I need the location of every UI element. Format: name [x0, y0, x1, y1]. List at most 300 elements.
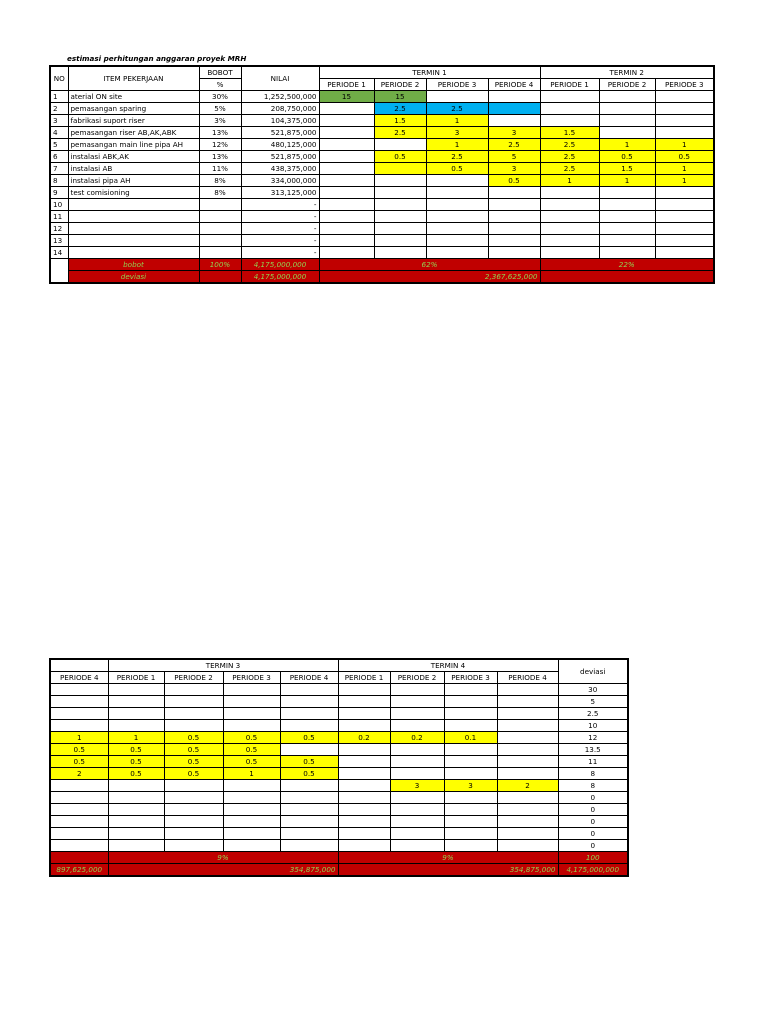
row-number: 3 [50, 115, 68, 127]
schedule-cell [280, 816, 338, 828]
table-row [50, 744, 628, 756]
schedule-cell [444, 696, 497, 708]
schedule-cell [164, 708, 223, 720]
item-name: test comisioning [68, 187, 199, 199]
schedule-cell [374, 139, 426, 151]
item-nilai: 521,875,000 [241, 127, 319, 139]
schedule-cell [497, 732, 558, 744]
totals-deviasi-nilai: 4,175,000,000 [241, 271, 319, 284]
table-row [50, 684, 628, 696]
sheet-title: estimasi perhitungan anggaran proyek MRH [67, 54, 247, 63]
schedule-cell [164, 840, 223, 852]
schedule-cell [223, 684, 280, 696]
schedule-cell [390, 696, 444, 708]
deviasi-cell: 0 [558, 816, 628, 828]
schedule-cell [50, 684, 108, 696]
schedule-cell [338, 828, 390, 840]
table-row [50, 127, 714, 139]
item-name: instalasi ABK,AK [68, 151, 199, 163]
deviasi-cell: 11 [558, 756, 628, 768]
schedule-cell [488, 91, 540, 103]
schedule-cell: 3 [444, 780, 497, 792]
item-nilai: - [241, 247, 319, 259]
item-name [68, 211, 199, 223]
schedule-cell: 0.5 [488, 175, 540, 187]
schedule-cell [338, 744, 390, 756]
schedule-cell [280, 744, 338, 756]
schedule-cell [338, 708, 390, 720]
schedule-cell [444, 816, 497, 828]
schedule-cell: 0.5 [164, 732, 223, 744]
schedule-cell: 2.5 [540, 163, 599, 175]
schedule-cell [319, 175, 374, 187]
schedule-cell [50, 780, 108, 792]
schedule-cell [223, 840, 280, 852]
deviasi-cell: 0 [558, 792, 628, 804]
schedule-cell [108, 684, 164, 696]
schedule-cell: 0.1 [444, 732, 497, 744]
schedule-cell [497, 792, 558, 804]
header-periode: PERIODE 4 [280, 672, 338, 684]
deviasi-cell: 5 [558, 696, 628, 708]
schedule-cell [599, 223, 655, 235]
item-bobot [199, 211, 241, 223]
schedule-cell: 5 [488, 151, 540, 163]
schedule-cell: 1 [599, 139, 655, 151]
schedule-cell [497, 756, 558, 768]
schedule-cell [444, 708, 497, 720]
schedule-cell [488, 187, 540, 199]
schedule-table-part-1 [49, 65, 715, 284]
schedule-cell: 2.5 [374, 103, 426, 115]
schedule-cell [599, 187, 655, 199]
schedule-cell [488, 223, 540, 235]
item-bobot [199, 223, 241, 235]
header-termin-1: TERMIN 1 [319, 66, 540, 79]
schedule-cell [319, 211, 374, 223]
schedule-cell: 0.5 [50, 744, 108, 756]
schedule-cell [338, 840, 390, 852]
schedule-cell [497, 696, 558, 708]
item-bobot [199, 247, 241, 259]
schedule-cell [223, 828, 280, 840]
schedule-cell: 0.5 [223, 756, 280, 768]
schedule-cell [599, 247, 655, 259]
schedule-cell [497, 768, 558, 780]
schedule-cell: 2.5 [374, 127, 426, 139]
item-name [68, 223, 199, 235]
table-row [50, 235, 714, 247]
header-periode: PERIODE 4 [50, 672, 108, 684]
schedule-cell [280, 696, 338, 708]
item-nilai: 438,375,000 [241, 163, 319, 175]
item-bobot: 5% [199, 103, 241, 115]
schedule-cell [223, 780, 280, 792]
schedule-cell [50, 840, 108, 852]
schedule-cell [319, 247, 374, 259]
schedule-cell [164, 828, 223, 840]
schedule-cell [599, 103, 655, 115]
schedule-cell [497, 816, 558, 828]
header-periode: PERIODE 4 [497, 672, 558, 684]
table-row [50, 115, 714, 127]
schedule-cell [223, 804, 280, 816]
schedule-cell [319, 187, 374, 199]
schedule-cell [444, 684, 497, 696]
schedule-cell: 15 [319, 91, 374, 103]
item-nilai: - [241, 235, 319, 247]
schedule-cell [655, 187, 714, 199]
schedule-cell: 0.5 [223, 744, 280, 756]
item-name: instalasi AB [68, 163, 199, 175]
schedule-cell [319, 139, 374, 151]
schedule-cell [488, 115, 540, 127]
item-nilai: - [241, 199, 319, 211]
row-number: 4 [50, 127, 68, 139]
schedule-cell [338, 756, 390, 768]
table-row [50, 139, 714, 151]
schedule-cell [540, 91, 599, 103]
schedule-cell [540, 115, 599, 127]
schedule-cell [338, 684, 390, 696]
schedule-cell [319, 127, 374, 139]
item-nilai: 104,375,000 [241, 115, 319, 127]
item-nilai: 480,125,000 [241, 139, 319, 151]
schedule-cell [164, 816, 223, 828]
schedule-cell: 0.5 [426, 163, 488, 175]
item-nilai: 208,750,000 [241, 103, 319, 115]
item-nilai: 313,125,000 [241, 187, 319, 199]
table-row [50, 151, 714, 163]
row-number: 13 [50, 235, 68, 247]
schedule-cell [50, 708, 108, 720]
deviasi-cell: 13.5 [558, 744, 628, 756]
schedule-cell [497, 684, 558, 696]
schedule-cell [390, 744, 444, 756]
schedule-cell [108, 780, 164, 792]
header-periode: PERIODE 1 [108, 672, 164, 684]
schedule-cell [497, 744, 558, 756]
schedule-cell [108, 816, 164, 828]
schedule-cell [488, 103, 540, 115]
schedule-cell [338, 768, 390, 780]
schedule-cell: 1 [655, 139, 714, 151]
header-no: NO [50, 66, 68, 91]
schedule-cell: 0.5 [164, 756, 223, 768]
schedule-cell [108, 804, 164, 816]
schedule-cell [540, 211, 599, 223]
schedule-cell [497, 720, 558, 732]
schedule-cell [280, 708, 338, 720]
schedule-cell [390, 816, 444, 828]
schedule-cell: 3 [426, 127, 488, 139]
table-row [50, 163, 714, 175]
item-name [68, 235, 199, 247]
schedule-cell: 0.5 [50, 756, 108, 768]
schedule-cell: 0.5 [164, 744, 223, 756]
schedule-cell [280, 840, 338, 852]
schedule-cell [223, 720, 280, 732]
schedule-cell: 0.2 [390, 732, 444, 744]
row-number: 6 [50, 151, 68, 163]
schedule-cell: 0.5 [280, 756, 338, 768]
schedule-cell [599, 211, 655, 223]
schedule-cell [338, 816, 390, 828]
table-row [50, 840, 628, 852]
schedule-cell [374, 199, 426, 211]
schedule-cell [319, 199, 374, 211]
schedule-cell: 0.5 [164, 768, 223, 780]
header-periode: PERIODE 2 [599, 79, 655, 91]
table-row [50, 816, 628, 828]
table-row [50, 792, 628, 804]
schedule-cell [223, 816, 280, 828]
totals-bobot-pct: 100% [199, 259, 241, 271]
schedule-cell [540, 223, 599, 235]
schedule-cell [444, 744, 497, 756]
totals-blank [50, 852, 108, 864]
totals-bobot-label: bobot [68, 259, 199, 271]
schedule-cell [319, 103, 374, 115]
schedule-cell [426, 247, 488, 259]
schedule-cell: 3 [488, 163, 540, 175]
schedule-cell: 1.5 [540, 127, 599, 139]
schedule-cell: 1.5 [374, 115, 426, 127]
schedule-cell [497, 840, 558, 852]
deviasi-cell: 8 [558, 780, 628, 792]
schedule-cell: 0.5 [655, 151, 714, 163]
schedule-cell: 0.5 [108, 744, 164, 756]
schedule-cell: 2.5 [540, 151, 599, 163]
schedule-cell: 1 [426, 139, 488, 151]
schedule-cell [50, 696, 108, 708]
schedule-cell: 1 [599, 175, 655, 187]
table-row [50, 804, 628, 816]
row-number: 14 [50, 247, 68, 259]
table-row [50, 223, 714, 235]
deviasi-cell: 0 [558, 828, 628, 840]
schedule-cell [280, 720, 338, 732]
schedule-cell [390, 756, 444, 768]
table-row [50, 708, 628, 720]
schedule-cell [164, 696, 223, 708]
totals-deviasi-blank [199, 271, 241, 284]
schedule-cell [223, 708, 280, 720]
schedule-cell [108, 720, 164, 732]
schedule-cell: 1 [50, 732, 108, 744]
item-bobot: 11% [199, 163, 241, 175]
schedule-cell [540, 235, 599, 247]
schedule-cell [374, 163, 426, 175]
schedule-cell [426, 235, 488, 247]
schedule-cell [444, 828, 497, 840]
totals-termin-2-pct: 22% [540, 259, 714, 271]
schedule-cell: 1.5 [599, 163, 655, 175]
header-periode: PERIODE 3 [444, 672, 497, 684]
row-number: 11 [50, 211, 68, 223]
header-termin-2: TERMIN 2 [540, 66, 714, 79]
schedule-cell [50, 828, 108, 840]
row-number: 12 [50, 223, 68, 235]
schedule-cell [50, 816, 108, 828]
table-row [50, 211, 714, 223]
schedule-cell: 1 [655, 175, 714, 187]
schedule-cell [223, 696, 280, 708]
schedule-cell: 0.5 [108, 768, 164, 780]
schedule-cell [540, 103, 599, 115]
schedule-cell [223, 792, 280, 804]
schedule-cell [444, 840, 497, 852]
schedule-cell [338, 804, 390, 816]
schedule-cell: 15 [374, 91, 426, 103]
schedule-cell: 2.5 [426, 103, 488, 115]
header-bobot: BOBOT [199, 66, 241, 79]
schedule-cell [390, 828, 444, 840]
schedule-cell [374, 223, 426, 235]
schedule-cell [374, 187, 426, 199]
schedule-cell [497, 804, 558, 816]
schedule-cell [655, 211, 714, 223]
item-bobot: 13% [199, 127, 241, 139]
table-row [50, 103, 714, 115]
schedule-cell [50, 792, 108, 804]
schedule-cell [319, 235, 374, 247]
deviasi-cell: 0 [558, 840, 628, 852]
schedule-cell: 3 [488, 127, 540, 139]
schedule-cell: 0.5 [374, 151, 426, 163]
schedule-cell [540, 187, 599, 199]
schedule-cell [164, 780, 223, 792]
schedule-cell [599, 115, 655, 127]
schedule-cell: 2 [50, 768, 108, 780]
schedule-cell [374, 247, 426, 259]
item-bobot: 13% [199, 151, 241, 163]
schedule-cell [280, 828, 338, 840]
schedule-cell [488, 235, 540, 247]
schedule-cell: 1 [540, 175, 599, 187]
table-row [50, 732, 628, 744]
schedule-cell [390, 792, 444, 804]
item-name: pemasangan sparing [68, 103, 199, 115]
header-periode: PERIODE 1 [319, 79, 374, 91]
schedule-cell [426, 211, 488, 223]
schedule-cell [655, 91, 714, 103]
schedule-cell [319, 223, 374, 235]
schedule-cell [108, 696, 164, 708]
schedule-cell: 2.5 [488, 139, 540, 151]
schedule-cell [497, 708, 558, 720]
schedule-cell [319, 163, 374, 175]
schedule-cell [488, 211, 540, 223]
schedule-cell [497, 828, 558, 840]
table-row [50, 199, 714, 211]
totals-termin-4-value: 354,875,000 [338, 864, 558, 877]
schedule-cell [444, 756, 497, 768]
table-row [50, 780, 628, 792]
schedule-cell [338, 696, 390, 708]
header-periode: PERIODE 2 [390, 672, 444, 684]
totals-deviasi-pct: 100 [558, 852, 628, 864]
header-item: ITEM PEKERJAAN [68, 66, 199, 91]
schedule-cell [655, 103, 714, 115]
schedule-cell [599, 199, 655, 211]
header-periode: PERIODE 3 [426, 79, 488, 91]
schedule-cell [374, 235, 426, 247]
deviasi-cell: 0 [558, 804, 628, 816]
table-row [50, 696, 628, 708]
schedule-cell: 0.5 [280, 768, 338, 780]
schedule-cell [655, 235, 714, 247]
schedule-cell [280, 792, 338, 804]
header-deviasi: deviasi [558, 659, 628, 684]
row-number: 7 [50, 163, 68, 175]
totals-total-value: 4,175,000,000 [558, 864, 628, 877]
schedule-cell [164, 792, 223, 804]
schedule-cell: 1 [223, 768, 280, 780]
item-bobot: 3% [199, 115, 241, 127]
schedule-cell [390, 708, 444, 720]
row-number: 10 [50, 199, 68, 211]
schedule-cell [599, 91, 655, 103]
schedule-cell [338, 780, 390, 792]
table-row [50, 187, 714, 199]
schedule-cell [374, 175, 426, 187]
item-name: pemasangan main line pipa AH [68, 139, 199, 151]
table-row [50, 768, 628, 780]
totals-blank [50, 259, 68, 284]
schedule-cell [338, 792, 390, 804]
row-number: 1 [50, 91, 68, 103]
header-percent: % [199, 79, 241, 91]
schedule-cell: 0.5 [108, 756, 164, 768]
table-row [50, 91, 714, 103]
schedule-cell [374, 211, 426, 223]
totals-termin-3-pct: 9% [108, 852, 338, 864]
item-nilai: - [241, 211, 319, 223]
schedule-cell [390, 804, 444, 816]
header-periode: PERIODE 4 [488, 79, 540, 91]
schedule-cell: 0.5 [223, 732, 280, 744]
row-number: 9 [50, 187, 68, 199]
schedule-cell [488, 247, 540, 259]
item-name: aterial ON site [68, 91, 199, 103]
header-termin-4: TERMIN 4 [338, 659, 558, 672]
schedule-cell [540, 247, 599, 259]
schedule-cell [599, 235, 655, 247]
item-bobot: 8% [199, 175, 241, 187]
item-nilai: 334,000,000 [241, 175, 319, 187]
item-bobot: 12% [199, 139, 241, 151]
table-row [50, 756, 628, 768]
header-periode: PERIODE 1 [540, 79, 599, 91]
header-periode: PERIODE 3 [655, 79, 714, 91]
schedule-cell: 0.5 [280, 732, 338, 744]
schedule-cell: 1 [108, 732, 164, 744]
row-number: 8 [50, 175, 68, 187]
schedule-cell [280, 780, 338, 792]
schedule-cell [426, 91, 488, 103]
deviasi-cell: 2.5 [558, 708, 628, 720]
header-periode: PERIODE 2 [374, 79, 426, 91]
totals-termin-1-pct: 62% [319, 259, 540, 271]
totals-termin-2-blank [540, 271, 714, 284]
item-bobot [199, 199, 241, 211]
deviasi-cell: 10 [558, 720, 628, 732]
schedule-cell: 0.2 [338, 732, 390, 744]
schedule-cell [50, 804, 108, 816]
row-number: 2 [50, 103, 68, 115]
schedule-cell [599, 127, 655, 139]
